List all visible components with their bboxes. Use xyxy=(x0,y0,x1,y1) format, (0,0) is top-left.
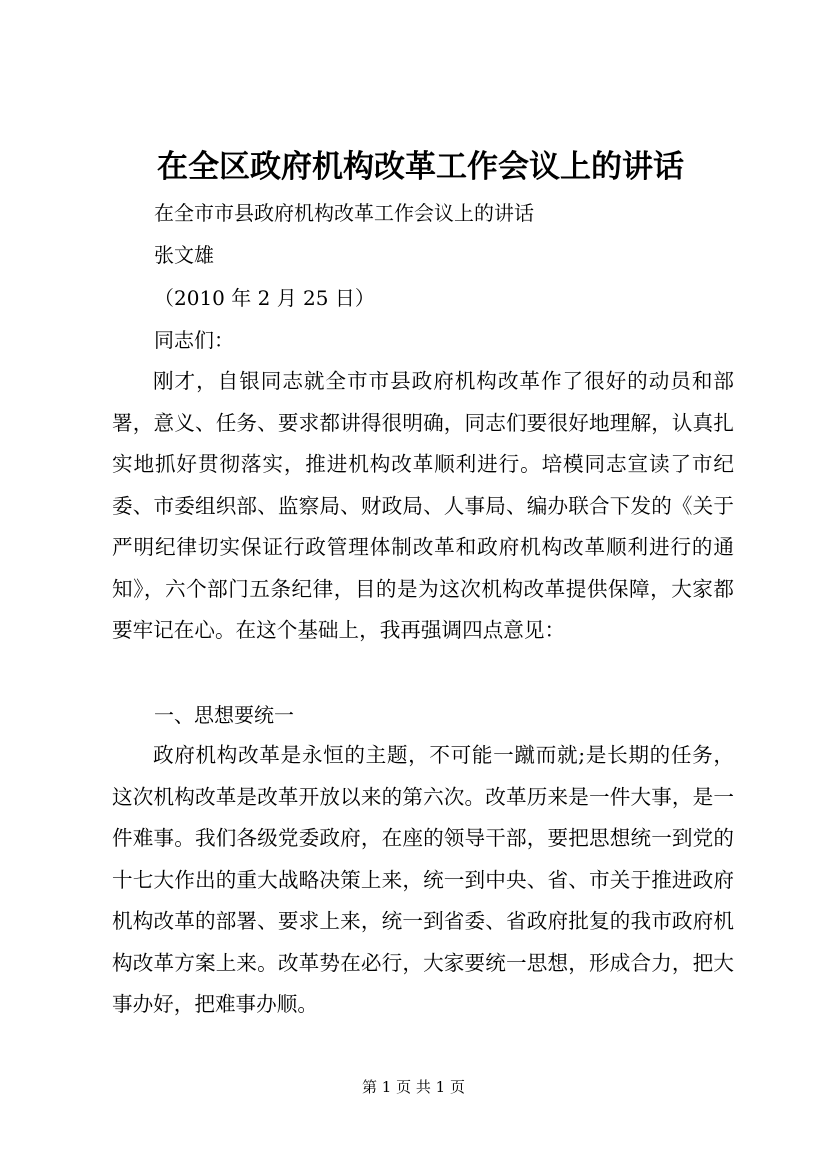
speech-date: （2010 年 2 月 25 日） xyxy=(154,286,375,310)
page-footer: 第 1 页 共 1 页 xyxy=(362,1078,465,1096)
document-title: 在全区政府机构改革工作会议上的讲话 xyxy=(157,149,684,185)
salutation: 同志们： xyxy=(154,328,234,352)
section-heading-1: 一、思想要统一 xyxy=(154,703,294,727)
speaker-name: 张文雄 xyxy=(154,243,214,267)
paragraph-opening: 刚才，自银同志就全市市县政府机构改革作了很好的动员和部署，意义、任务、要求都讲得很明确，同志们要很好地理解，认真扎实地抓好贯彻落实，推进机构改革顺利进行。培模同志宣读了市纪委、市委组织部、监察局、财政局、人事局、编办联合下发的《关于严明纪律切实保证行政管理体制改革和政府机构改革顺利进行的通知》，六个部门五条纪律，目的是为这次机构改革提供保障，大家都要牢记在心。在这个基础上，我再强调四点意见： xyxy=(112,369,734,642)
document-subtitle: 在全市市县政府机构改革工作会议上的讲话 xyxy=(154,201,534,225)
paragraph-section-1: 政府机构改革是永恒的主题，不可能一蹴而就;是长期的任务，这次机构改革是改革开放以来的第六次。改革历来是一件大事，是一件难事。我们各级党委政府，在座的领导干部，要把思想统一到党的十七大作出的重大战略决策上来，统一到中央、省、市关于推进政府机构改革的部署、要求上来，统一到省委、省政府批复的我市政府机构改革方案上来。改革势在必行，大家要统一思想，形成合力，把大事办好，把难事办顺。 xyxy=(112,743,734,1016)
